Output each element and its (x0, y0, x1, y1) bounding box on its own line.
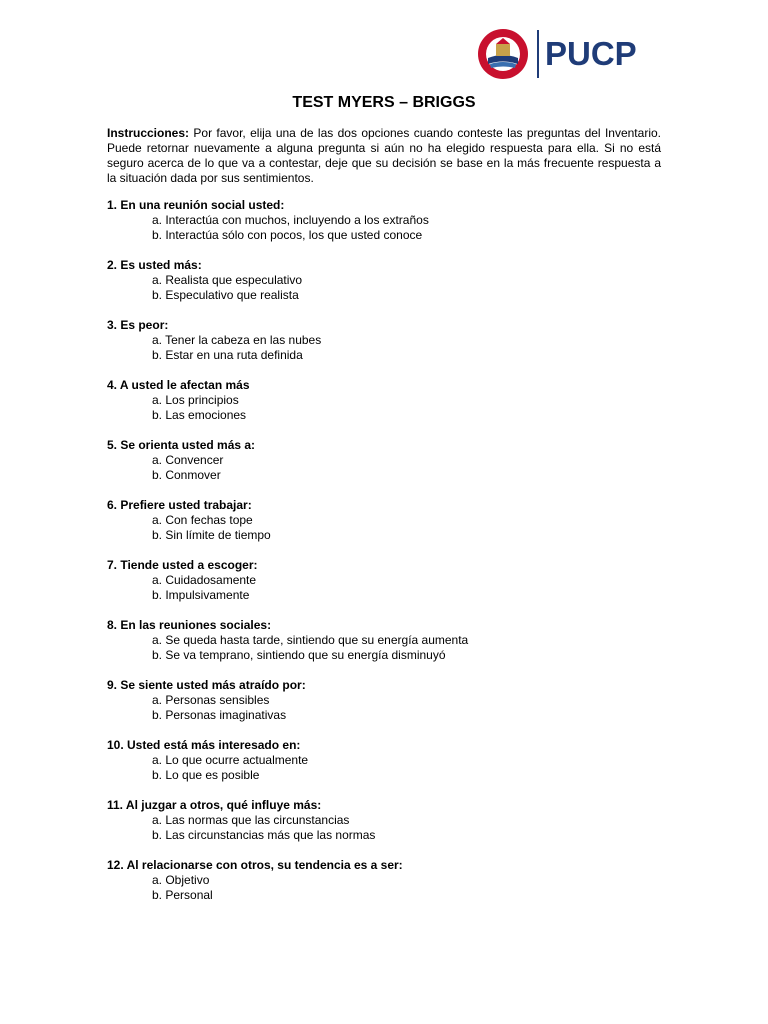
option-b: b. Personas imaginativas (152, 708, 287, 722)
question-5 (107, 438, 667, 498)
logo-text: PUCP (545, 35, 637, 72)
option-a: a. Interactúa con muchos, incluyendo a los extraños (152, 213, 429, 227)
option-b: b. Las circunstancias más que las normas (152, 828, 376, 842)
question-6 (107, 498, 667, 558)
pucp-logo (477, 26, 637, 82)
question-text: 6. Prefiere usted trabajar: (107, 498, 252, 512)
question-2 (107, 258, 667, 318)
option-a: a. Personas sensibles (152, 693, 270, 707)
question-text: 11. Al juzgar a otros, qué influye más: (107, 798, 322, 812)
question-text: 3. Es peor: (107, 318, 169, 332)
question-text: 12. Al relacionarse con otros, su tendencia es a ser: (107, 858, 403, 872)
logo-divider (537, 30, 539, 78)
question-10 (107, 738, 667, 798)
question-3 (107, 318, 667, 378)
question-1 (107, 198, 667, 258)
question-list (107, 198, 667, 918)
question-8 (107, 618, 667, 678)
option-b: b. Las emociones (152, 408, 247, 422)
option-a: a. Con fechas tope (152, 513, 253, 527)
option-b: b. Estar en una ruta definida (152, 348, 303, 362)
page-title: TEST MYERS – BRIGGS (292, 94, 476, 111)
instructions-paragraph (107, 126, 661, 186)
option-b: b. Personal (152, 888, 213, 902)
option-b: b. Impulsivamente (152, 588, 250, 602)
option-b: b. Conmover (152, 468, 221, 482)
option-a: a. Objetivo (152, 873, 210, 887)
option-a: a. Tener la cabeza en las nubes (152, 333, 322, 347)
question-text: 10. Usted está más interesado en: (107, 738, 301, 752)
pucp-seal-icon (477, 28, 529, 80)
instructions-label: Instrucciones: (107, 126, 190, 140)
question-7 (107, 558, 667, 618)
option-b: b. Se va temprano, sintiendo que su energía disminuyó (152, 648, 446, 662)
question-text: 5. Se orienta usted más a: (107, 438, 256, 452)
instructions-text: Por favor, elija una de las dos opciones cuando conteste las preguntas del Inventario. Puede retornar nuevamente a alguna pregunta si aún no ha elegido respuesta para ella. Si no está seguro acerca de lo que va a contestar, deje que su decisión se base en la más frecuente respuesta a la situación dada por sus sentimientos. (107, 126, 661, 185)
option-a: a. Convencer (152, 453, 224, 467)
question-text: 4. A usted le afectan más (107, 378, 250, 392)
option-b: b. Especulativo que realista (152, 288, 299, 302)
option-a: a. Realista que especulativo (152, 273, 303, 287)
question-12 (107, 858, 667, 918)
option-a: a. Los principios (152, 393, 239, 407)
question-text: 1. En una reunión social usted: (107, 198, 285, 212)
question-text: 9. Se siente usted más atraído por: (107, 678, 306, 692)
question-text: 8. En las reuniones sociales: (107, 618, 272, 632)
question-text: 7. Tiende usted a escoger: (107, 558, 258, 572)
option-a: a. Se queda hasta tarde, sintiendo que su energía aumenta (152, 633, 469, 647)
question-9 (107, 678, 667, 738)
option-a: a. Las normas que las circunstancias (152, 813, 350, 827)
question-4 (107, 378, 667, 438)
option-b: b. Lo que es posible (152, 768, 260, 782)
option-b: b. Interactúa sólo con pocos, los que usted conoce (152, 228, 423, 242)
question-11 (107, 798, 667, 858)
option-a: a. Lo que ocurre actualmente (152, 753, 309, 767)
option-a: a. Cuidadosamente (152, 573, 257, 587)
option-b: b. Sin límite de tiempo (152, 528, 271, 542)
question-text: 2. Es usted más: (107, 258, 202, 272)
